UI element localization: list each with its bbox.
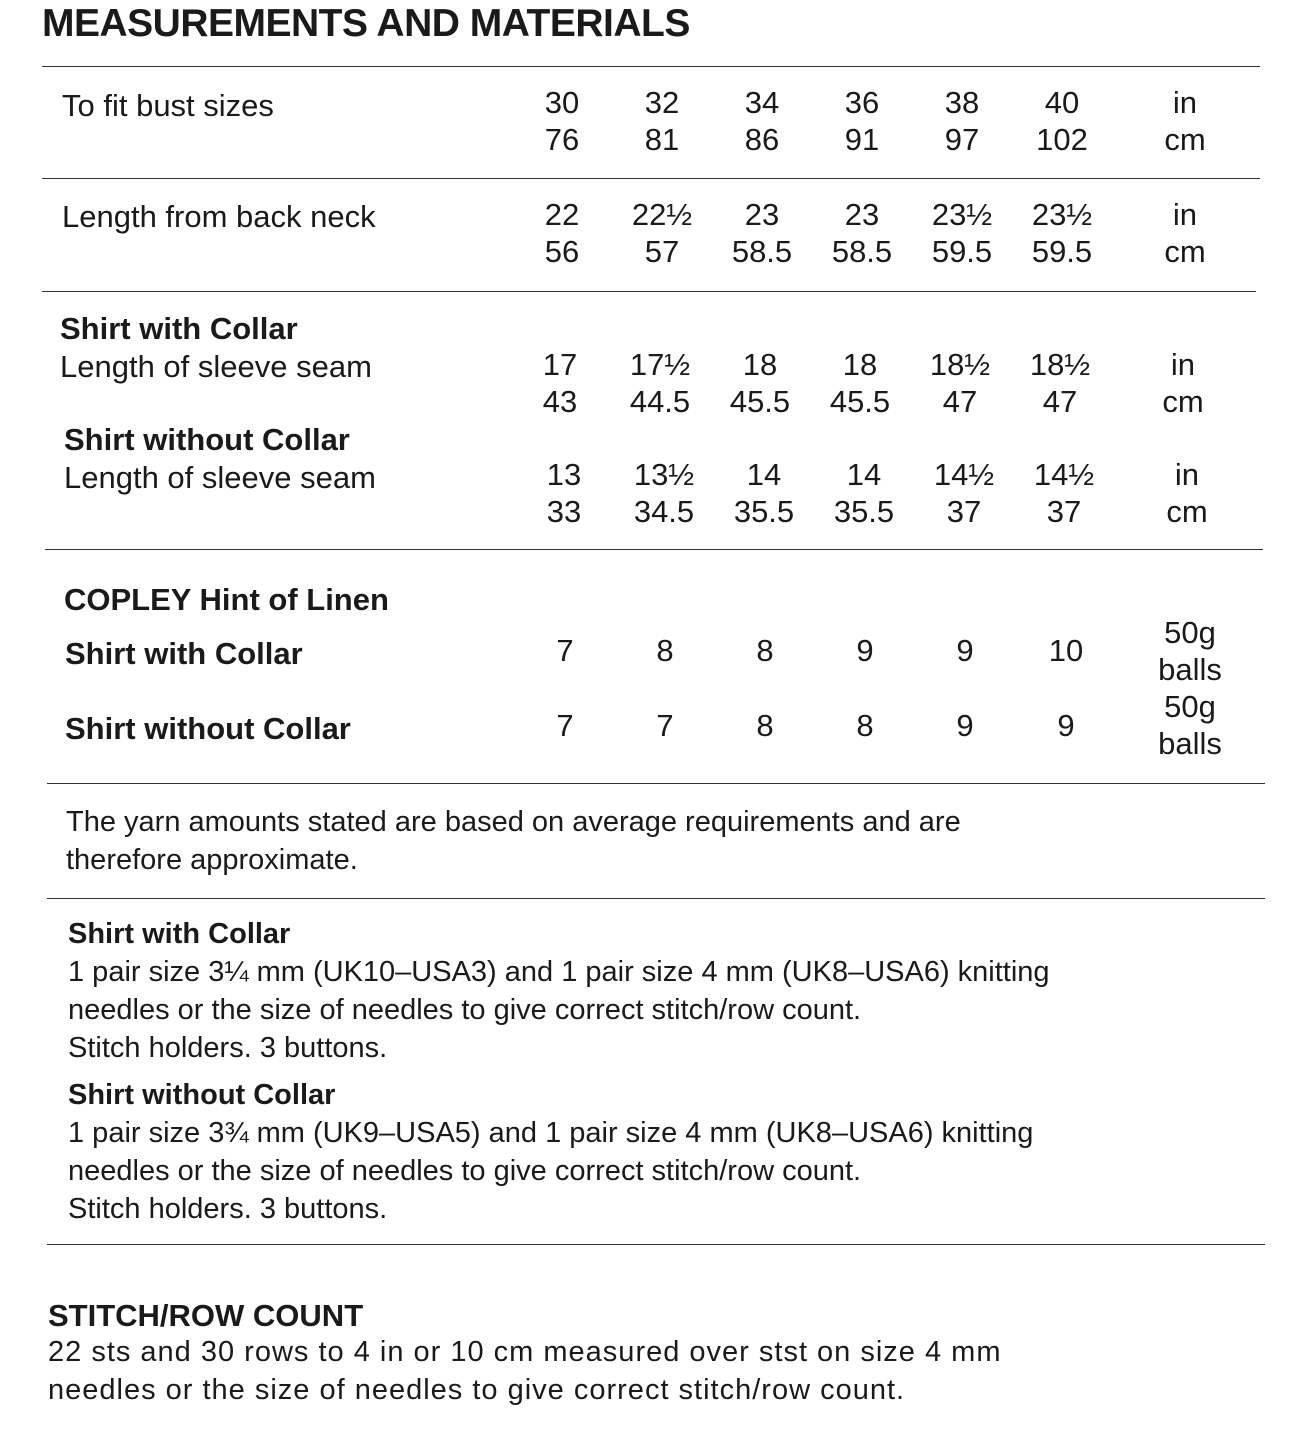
yarn-collar-balls: 9 bbox=[956, 633, 974, 668]
unit-label: in cm bbox=[1166, 457, 1208, 529]
yarn-heading: COPLEY Hint of Linen bbox=[64, 582, 389, 617]
divider bbox=[47, 1244, 1265, 1245]
sleeve-nocollar-col: 14 35.5 bbox=[733, 457, 795, 529]
bust-size-col: 30 76 bbox=[544, 85, 580, 157]
length-col: 23½ 59.5 bbox=[931, 197, 993, 269]
page-title: MEASUREMENTS AND MATERIALS bbox=[42, 2, 690, 45]
unit-label: in cm bbox=[1164, 85, 1206, 157]
needles-collar-heading: Shirt with Collar bbox=[68, 918, 291, 950]
sleeve-collar-col: 18 45.5 bbox=[729, 347, 791, 419]
bust-label: To fit bust sizes bbox=[62, 88, 274, 123]
divider bbox=[45, 549, 1263, 550]
length-label: Length from back neck bbox=[62, 199, 376, 234]
sleeve-nocollar-heading: Shirt without Collar bbox=[64, 422, 350, 457]
yarn-collar-balls: 8 bbox=[756, 633, 774, 668]
yarn-collar-balls: 9 bbox=[856, 633, 874, 668]
yarn-nocollar-balls: 9 bbox=[1057, 708, 1075, 743]
yarn-collar-balls: 8 bbox=[656, 633, 674, 668]
divider bbox=[47, 898, 1265, 899]
sleeve-collar-heading: Shirt with Collar bbox=[60, 311, 298, 346]
needles-nocollar-section: Shirt without Collar 1 pair size 3¾ mm (UK9–USA5) and 1 pair size 4 mm (UK8–USA6) knitting needles or the size of needles to give correct stitch/row count. Stitch holders. 3 buttons. bbox=[68, 1076, 1033, 1228]
sleeve-collar-col: 18 45.5 bbox=[829, 347, 891, 419]
stitch-text: 22 sts and 30 rows to 4 in or 10 cm measured over stst on size 4 mm needles or the size of needles to give correct stitch/row count. bbox=[48, 1336, 1002, 1406]
yarn-note: The yarn amounts stated are based on average requirements and are therefore approximate. bbox=[66, 806, 961, 876]
bust-size-col: 32 81 bbox=[644, 85, 680, 157]
divider bbox=[42, 291, 1256, 292]
sleeve-collar-col: 18½ 47 bbox=[929, 347, 991, 419]
divider bbox=[47, 783, 1265, 784]
yarn-nocollar-balls: 8 bbox=[856, 708, 874, 743]
length-col: 23 58.5 bbox=[731, 197, 793, 269]
sleeve-collar-col: 17 43 bbox=[542, 347, 578, 419]
bust-size-col: 38 97 bbox=[944, 85, 980, 157]
sleeve-nocollar-col: 14½ 37 bbox=[1033, 457, 1095, 529]
sleeve-nocollar-col: 14½ 37 bbox=[933, 457, 995, 529]
divider bbox=[42, 66, 1260, 67]
length-col: 22 56 bbox=[544, 197, 580, 269]
sleeve-collar-col: 18½ 47 bbox=[1029, 347, 1091, 419]
bust-size-col: 34 86 bbox=[744, 85, 780, 157]
divider bbox=[42, 178, 1260, 179]
unit-label: in cm bbox=[1162, 347, 1204, 419]
sleeve-nocollar-col: 13 33 bbox=[546, 457, 582, 529]
yarn-collar-label: Shirt with Collar bbox=[65, 636, 303, 671]
unit-label: in cm bbox=[1164, 197, 1206, 269]
yarn-collar-balls: 7 bbox=[556, 633, 574, 668]
yarn-nocollar-balls: 9 bbox=[956, 708, 974, 743]
length-col: 22½ 57 bbox=[631, 197, 693, 269]
unit-label: 50g balls bbox=[1158, 615, 1222, 687]
bust-size-col: 36 91 bbox=[844, 85, 880, 157]
length-col: 23 58.5 bbox=[831, 197, 893, 269]
yarn-nocollar-balls: 7 bbox=[556, 708, 574, 743]
length-col: 23½ 59.5 bbox=[1031, 197, 1093, 269]
needles-nocollar-heading: Shirt without Collar bbox=[68, 1079, 336, 1111]
unit-label: 50g balls bbox=[1158, 689, 1222, 761]
stitch-heading: STITCH/ROW COUNT bbox=[48, 1298, 364, 1333]
yarn-nocollar-balls: 8 bbox=[756, 708, 774, 743]
sleeve-collar-col: 17½ 44.5 bbox=[629, 347, 691, 419]
yarn-collar-balls: 10 bbox=[1048, 633, 1084, 668]
bust-size-col: 40 102 bbox=[1036, 85, 1088, 157]
needles-collar-section: Shirt with Collar 1 pair size 3¼ mm (UK10–USA3) and 1 pair size 4 mm (UK8–USA6) knitting needles or the size of needles to give correct stitch/row count. Stitch holders. 3 buttons. bbox=[68, 915, 1050, 1067]
sleeve-nocollar-label: Length of sleeve seam bbox=[64, 460, 376, 495]
sleeve-nocollar-col: 14 35.5 bbox=[833, 457, 895, 529]
sleeve-collar-label: Length of sleeve seam bbox=[60, 349, 372, 384]
yarn-nocollar-balls: 7 bbox=[656, 708, 674, 743]
sleeve-nocollar-col: 13½ 34.5 bbox=[633, 457, 695, 529]
yarn-nocollar-label: Shirt without Collar bbox=[65, 711, 351, 746]
